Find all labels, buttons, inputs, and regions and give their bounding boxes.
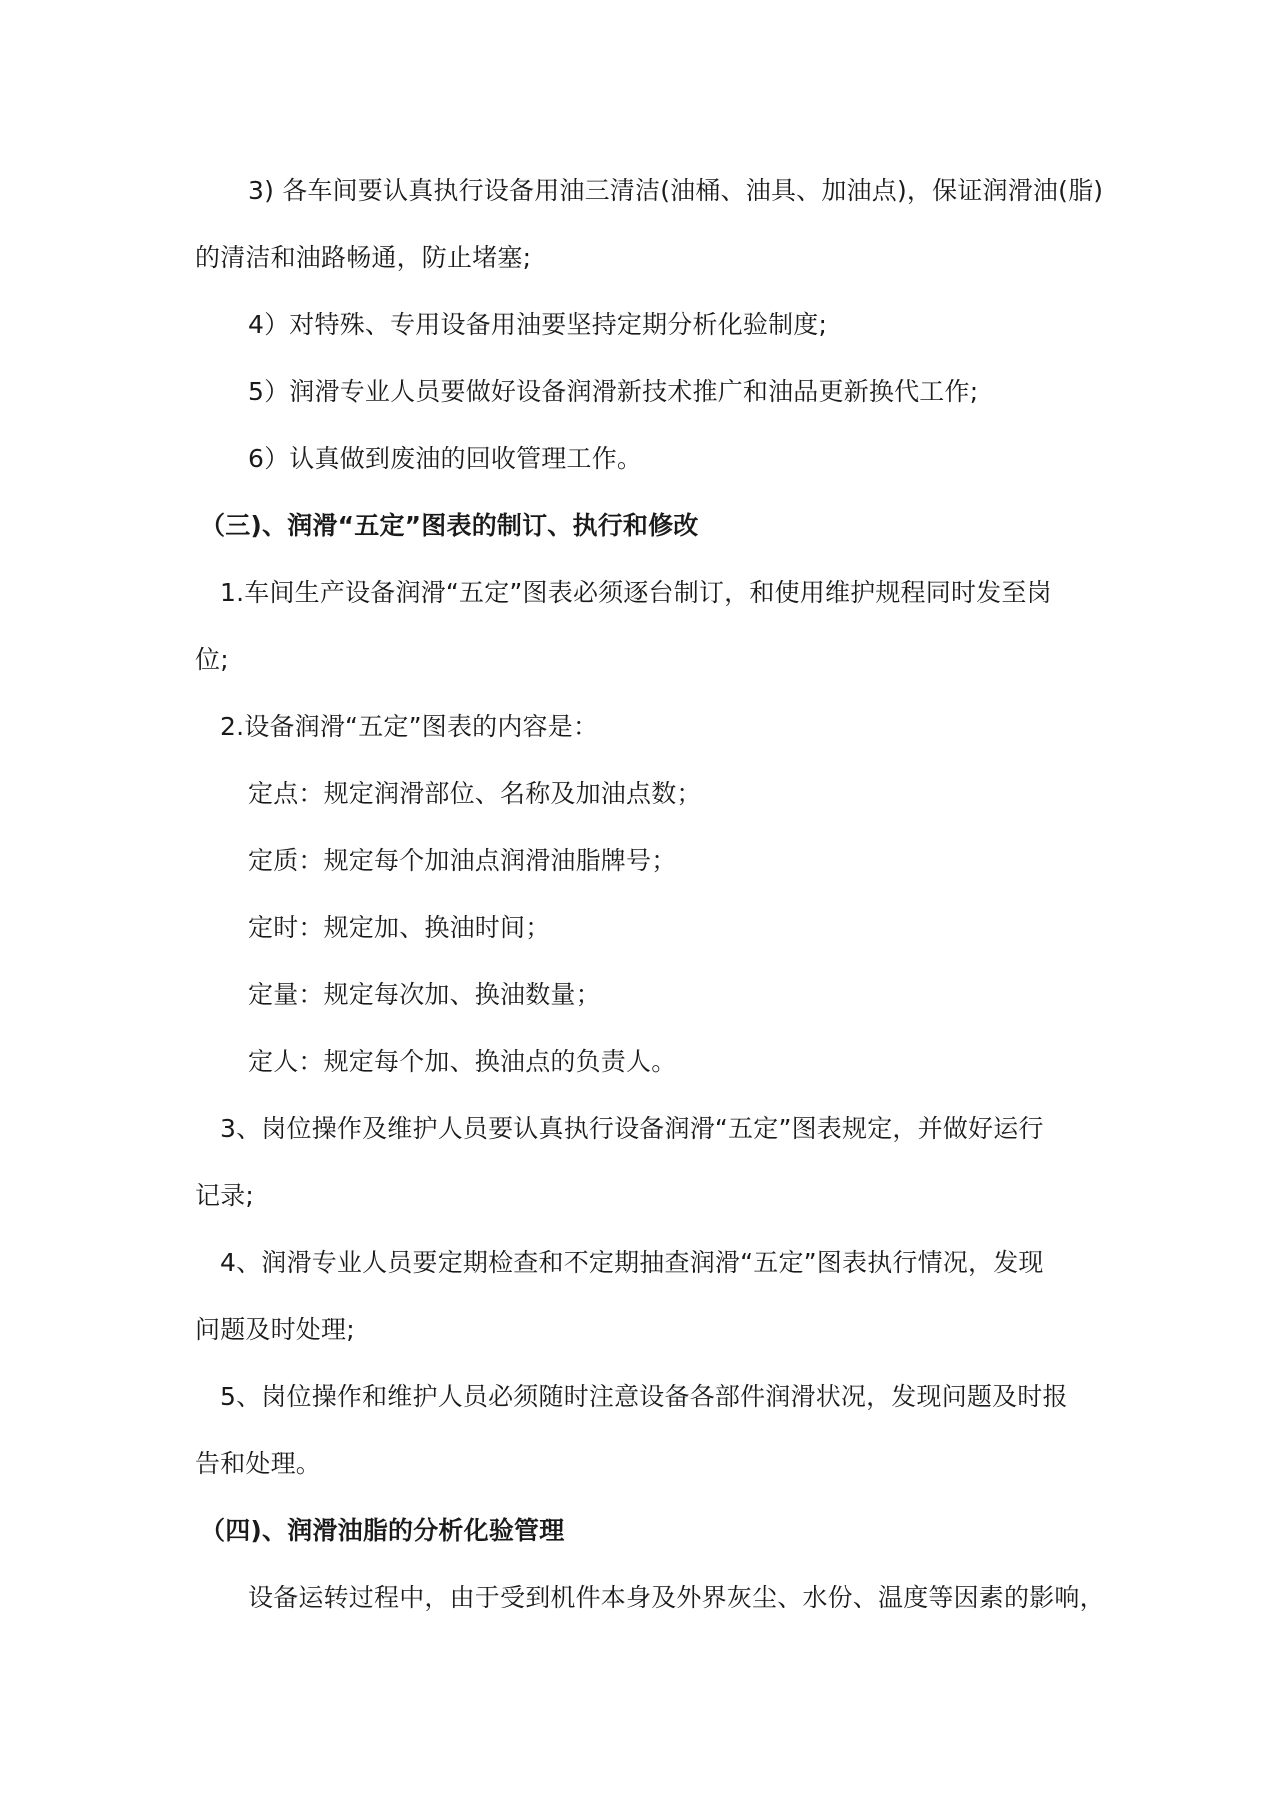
paragraph-line: 问题及时处理;	[195, 1315, 355, 1344]
paragraph-line: 位;	[195, 645, 229, 674]
paragraph-line: 1.车间生产设备润滑“五定”图表必须逐台制订，和使用维护规程同时发至岗	[220, 578, 1052, 607]
list-item: 定时：规定加、换油时间；	[248, 913, 551, 942]
paragraph-line: 设备运转过程中，由于受到机件本身及外界灰尘、水份、温度等因素的影响，	[248, 1583, 1105, 1612]
section-heading: （三)、润滑“五定”图表的制订、执行和修改	[200, 511, 699, 540]
paragraph-line: 2.设备润滑“五定”图表的内容是：	[220, 712, 599, 741]
list-item: 定质：规定每个加油点润滑油脂牌号；	[248, 846, 677, 875]
paragraph-line: 的清洁和油路畅通，防止堵塞;	[195, 243, 532, 272]
list-item: 定点：规定润滑部位、名称及加油点数；	[248, 779, 702, 808]
paragraph-line: 3、岗位操作及维护人员要认真执行设备润滑“五定”图表规定，并做好运行	[220, 1114, 1044, 1143]
paragraph-line: 6）认真做到废油的回收管理工作。	[248, 444, 643, 473]
paragraph-line: 4、润滑专业人员要定期检查和不定期抽查润滑“五定”图表执行情况，发现	[220, 1248, 1044, 1277]
paragraph-line: 4）对特殊、专用设备用油要坚持定期分析化验制度;	[248, 310, 828, 339]
paragraph-line: 5）润滑专业人员要做好设备润滑新技术推广和油品更新换代工作;	[248, 377, 979, 406]
list-item: 定量：规定每次加、换油数量；	[248, 980, 601, 1009]
paragraph-line: 3) 各车间要认真执行设备用油三清洁(油桶、油具、加油点)，保证润滑油(脂)	[248, 176, 1104, 205]
paragraph-line: 告和处理。	[195, 1449, 322, 1478]
section-heading: （四)、润滑油脂的分析化验管理	[200, 1516, 565, 1545]
list-item: 定人：规定每个加、换油点的负责人。	[248, 1047, 677, 1076]
paragraph-line: 记录;	[195, 1181, 255, 1210]
paragraph-line: 5、岗位操作和维护人员必须随时注意设备各部件润滑状况，发现问题及时报	[220, 1382, 1068, 1411]
